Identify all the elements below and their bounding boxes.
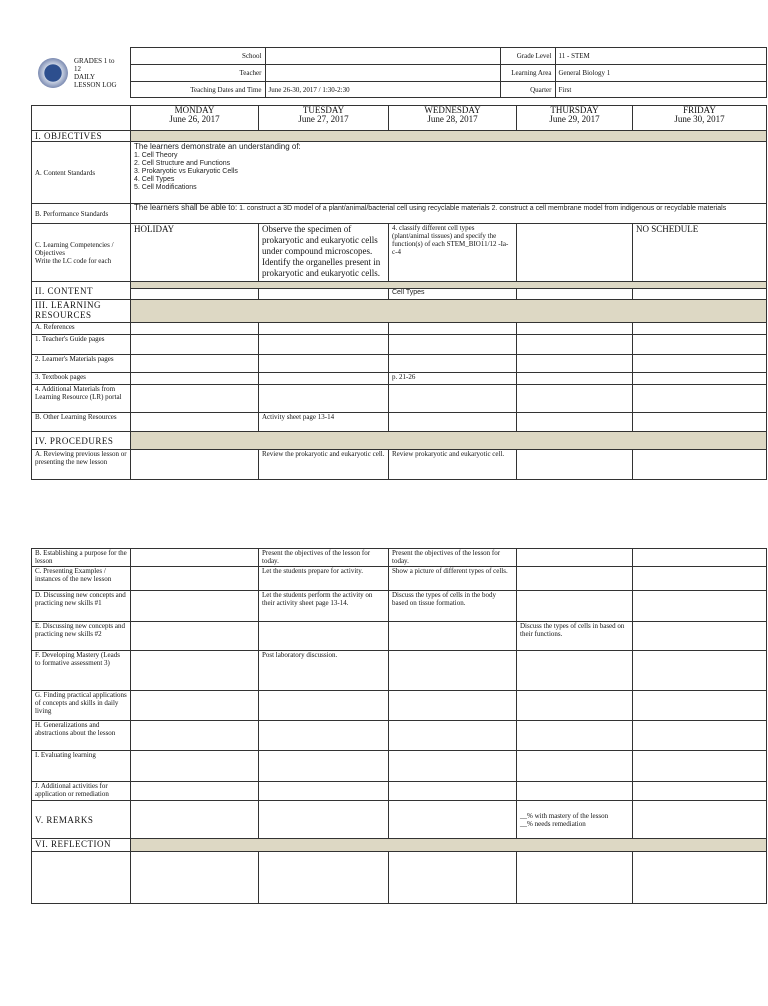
row-cell <box>259 751 389 782</box>
row-label: B. Establishing a purpose for the lesson <box>32 549 131 567</box>
content-standard-item: 1. Cell Theory <box>134 152 178 159</box>
row-cell <box>633 751 767 782</box>
remarks-cell <box>259 801 389 839</box>
content-cell <box>131 289 259 300</box>
objectives-heading: I. OBJECTIVES <box>32 131 131 142</box>
row-cell <box>389 721 517 751</box>
table-row <box>32 591 767 622</box>
row-cell: Discuss the types of cells in based on their functions. <box>517 622 633 651</box>
row-cell: Present the objectives of the lesson for today. <box>259 549 389 567</box>
row-cell <box>517 385 633 413</box>
content-cell <box>259 289 389 300</box>
row-cell <box>389 751 517 782</box>
row-cell <box>389 651 517 691</box>
row-cell <box>517 782 633 801</box>
content-standard-item: 2. Cell Structure and Functions <box>134 160 231 167</box>
row-cell <box>131 651 259 691</box>
table-row <box>32 385 767 413</box>
row-cell <box>131 335 259 355</box>
row-cell: Show a picture of different types of cells. <box>389 567 517 591</box>
row-cell <box>131 751 259 782</box>
row-cell <box>517 450 633 480</box>
day-date: June 28, 2017 <box>427 114 478 124</box>
row-cell <box>389 355 517 373</box>
row-cell <box>259 782 389 801</box>
content-heading: II. CONTENT <box>32 282 131 300</box>
table-row <box>32 782 767 801</box>
reflection-cell <box>633 852 767 904</box>
procedures-heading: IV. PROCEDURES <box>32 432 131 450</box>
remarks-cell: __% with mastery of the lesson __% needs remediation <box>517 801 633 839</box>
day-date: June 26, 2017 <box>169 114 220 124</box>
quarter-value: First <box>555 82 767 98</box>
row-cell <box>633 651 767 691</box>
grade-label: Grade Level <box>500 48 555 65</box>
reflection-cell <box>517 852 633 904</box>
row-label: 3. Textbook pages <box>32 373 131 385</box>
reflection-cell <box>32 852 131 904</box>
performance-text: 1. construct a 3D model of a plant/animal/bacterial cell using recyclable materials 2. construct a cell membrane model from indigenous or recyclable materials <box>237 205 727 212</box>
row-cell <box>633 622 767 651</box>
table-row <box>32 450 767 480</box>
row-cell <box>131 567 259 591</box>
row-cell <box>517 721 633 751</box>
row-cell <box>517 567 633 591</box>
lesson-table-page1 <box>31 105 767 480</box>
row-cell: Let the students prepare for activity. <box>259 567 389 591</box>
table-row <box>32 567 767 591</box>
deped-seal-icon <box>38 58 68 88</box>
row-label: 1. Teacher's Guide pages <box>32 335 131 355</box>
day-header-wednesday <box>389 106 517 131</box>
row-label: 2. Learner's Materials pages <box>32 355 131 373</box>
row-cell <box>517 355 633 373</box>
area-label: Learning Area <box>500 65 555 82</box>
header-table <box>31 47 767 98</box>
row-cell <box>517 691 633 721</box>
performance-lead: The learners shall be able to: <box>134 203 238 212</box>
competency-cell: Observe the specimen of prokaryotic and eukaryotic cells under compound microscopes. Identify the organelles present in prokaryotic and eukaryotic cells. <box>259 224 389 282</box>
performance-standards-label: B. Performance Standards <box>32 204 131 224</box>
row-cell: Discuss the types of cells in the body based on tissue formation. <box>389 591 517 622</box>
dates-value: June 26-30, 2017 / 1:30-2:30 <box>265 82 500 98</box>
content-standards-label: A. Content Standards <box>32 142 131 204</box>
row-cell <box>131 721 259 751</box>
row-label: H. Generalizations and abstractions about the lesson <box>32 721 131 751</box>
table-row <box>32 622 767 651</box>
reflection-cell <box>131 852 259 904</box>
row-cell <box>389 622 517 651</box>
dates-label: Teaching Dates and Time <box>130 82 265 98</box>
resources-heading: III. LEARNING RESOURCES <box>32 300 131 323</box>
table-row <box>32 651 767 691</box>
row-cell: Present the objectives of the lesson for today. <box>389 549 517 567</box>
row-cell <box>517 591 633 622</box>
row-cell <box>633 691 767 721</box>
competency-cell: NO SCHEDULE <box>633 224 767 282</box>
day-name: THURSDAY <box>550 105 599 115</box>
row-cell <box>517 651 633 691</box>
deped-logo-cell: GRADES 1 to 12 DAILY LESSON LOG <box>31 48 130 98</box>
day-header-monday <box>131 106 259 131</box>
row-label: C. Presenting Examples / instances of the new lesson <box>32 567 131 591</box>
content-standards <box>131 142 767 204</box>
row-cell: p. 21-26 <box>389 373 517 385</box>
row-cell <box>633 323 767 335</box>
row-cell: Let the students perform the activity on their activity sheet page 13-14. <box>259 591 389 622</box>
competency-cell: 4. classify different cell types (plant/animal tissues) and specify the function(s) of each STEM_BIO11/12 -Ia-c-4 <box>389 224 517 282</box>
row-cell <box>389 691 517 721</box>
row-label: F. Developing Mastery (Leads to formative assessment 3) <box>32 651 131 691</box>
day-name: MONDAY <box>174 105 215 115</box>
row-cell <box>259 335 389 355</box>
row-cell <box>131 691 259 721</box>
row-cell <box>389 385 517 413</box>
row-label: G. Finding practical applications of concepts and skills in daily living <box>32 691 131 721</box>
row-cell: Review prokaryotic and eukaryotic cell. <box>389 450 517 480</box>
reflection-cell <box>389 852 517 904</box>
table-row <box>32 751 767 782</box>
row-cell <box>389 323 517 335</box>
row-cell <box>517 373 633 385</box>
row-cell <box>517 549 633 567</box>
table-row <box>32 355 767 373</box>
reflection-heading: VI. REFLECTION <box>32 839 131 852</box>
table-row <box>32 691 767 721</box>
row-cell <box>259 622 389 651</box>
row-cell <box>633 567 767 591</box>
row-cell <box>259 373 389 385</box>
content-cell <box>633 289 767 300</box>
table-row <box>32 323 767 335</box>
shaded-band <box>131 432 767 450</box>
competencies-label: C. Learning Competencies / Objectives Write the LC code for each <box>32 224 131 282</box>
row-label: A. Reviewing previous lesson or presenting the new lesson <box>32 450 131 480</box>
reflection-cell <box>259 852 389 904</box>
row-label: I. Evaluating learning <box>32 751 131 782</box>
row-cell <box>131 413 259 432</box>
table-row <box>32 335 767 355</box>
table-row <box>32 413 767 432</box>
row-cell: Review the prokaryotic and eukaryotic cell. <box>259 450 389 480</box>
content-cell: Cell Types <box>389 289 517 300</box>
row-cell <box>517 323 633 335</box>
row-cell <box>633 450 767 480</box>
row-cell <box>633 782 767 801</box>
grade-value: 11 - STEM <box>555 48 767 65</box>
row-cell <box>389 413 517 432</box>
row-cell <box>633 549 767 567</box>
area-value: General Biology 1 <box>555 65 767 82</box>
day-name: FRIDAY <box>683 105 716 115</box>
row-cell <box>131 622 259 651</box>
day-date: June 29, 2017 <box>549 114 600 124</box>
row-cell <box>131 355 259 373</box>
row-cell: Post laboratory discussion. <box>259 651 389 691</box>
school-value <box>265 48 500 65</box>
row-label: E. Discussing new concepts and practicing new skills #2 <box>32 622 131 651</box>
row-cell <box>633 721 767 751</box>
row-label: A. References <box>32 323 131 335</box>
day-name: TUESDAY <box>302 105 345 115</box>
row-cell <box>633 413 767 432</box>
performance-standards <box>131 204 767 224</box>
row-cell <box>517 751 633 782</box>
row-cell <box>131 373 259 385</box>
row-cell <box>389 335 517 355</box>
content-cell <box>517 289 633 300</box>
remarks-cell <box>633 801 767 839</box>
shaded-band <box>131 300 767 323</box>
shaded-band <box>131 131 767 142</box>
content-standard-item: 3. Prokaryotic vs Eukaryotic Cells <box>134 168 238 175</box>
row-cell <box>517 335 633 355</box>
table-row <box>32 721 767 751</box>
teacher-value <box>265 65 500 82</box>
day-header-tuesday <box>259 106 389 131</box>
row-cell <box>633 355 767 373</box>
content-standard-item: 4. Cell Types <box>134 176 175 183</box>
remarks-cell <box>389 801 517 839</box>
row-cell <box>259 691 389 721</box>
row-cell <box>259 355 389 373</box>
row-cell <box>633 385 767 413</box>
row-cell <box>131 549 259 567</box>
row-cell <box>633 335 767 355</box>
competency-cell: HOLIDAY <box>131 224 259 282</box>
day-name: WEDNESDAY <box>424 105 481 115</box>
day-header-friday <box>633 106 767 131</box>
row-cell <box>131 591 259 622</box>
row-label: D. Discussing new concepts and practicing new skills #1 <box>32 591 131 622</box>
teacher-label: Teacher <box>130 65 265 82</box>
row-cell <box>259 385 389 413</box>
row-cell <box>517 413 633 432</box>
row-cell <box>131 323 259 335</box>
row-cell <box>131 450 259 480</box>
table-row <box>32 373 767 385</box>
row-label: J. Additional activities for application or remediation <box>32 782 131 801</box>
row-cell <box>131 782 259 801</box>
content-standard-item: 5. Cell Modifications <box>134 184 197 191</box>
row-cell <box>389 782 517 801</box>
row-cell <box>259 323 389 335</box>
competency-cell <box>517 224 633 282</box>
row-label: 4. Additional Materials from Learning Resource (LR) portal <box>32 385 131 413</box>
school-label: School <box>130 48 265 65</box>
row-cell <box>633 591 767 622</box>
row-cell <box>259 721 389 751</box>
row-cell: Activity sheet page 13-14 <box>259 413 389 432</box>
day-header-thursday <box>517 106 633 131</box>
lesson-table-page2 <box>31 548 767 904</box>
corner-cell <box>32 106 131 131</box>
day-date: June 30, 2017 <box>674 114 725 124</box>
row-cell <box>131 385 259 413</box>
content-standards-lead: The learners demonstrate an understanding of: <box>134 142 301 151</box>
shaded-band <box>131 282 767 289</box>
row-cell <box>633 373 767 385</box>
remarks-heading: V. REMARKS <box>32 801 131 839</box>
row-label: B. Other Learning Resources <box>32 413 131 432</box>
remarks-cell <box>131 801 259 839</box>
day-date: June 27, 2017 <box>298 114 349 124</box>
table-row <box>32 549 767 567</box>
quarter-label: Quarter <box>500 82 555 98</box>
shaded-band <box>131 839 767 852</box>
